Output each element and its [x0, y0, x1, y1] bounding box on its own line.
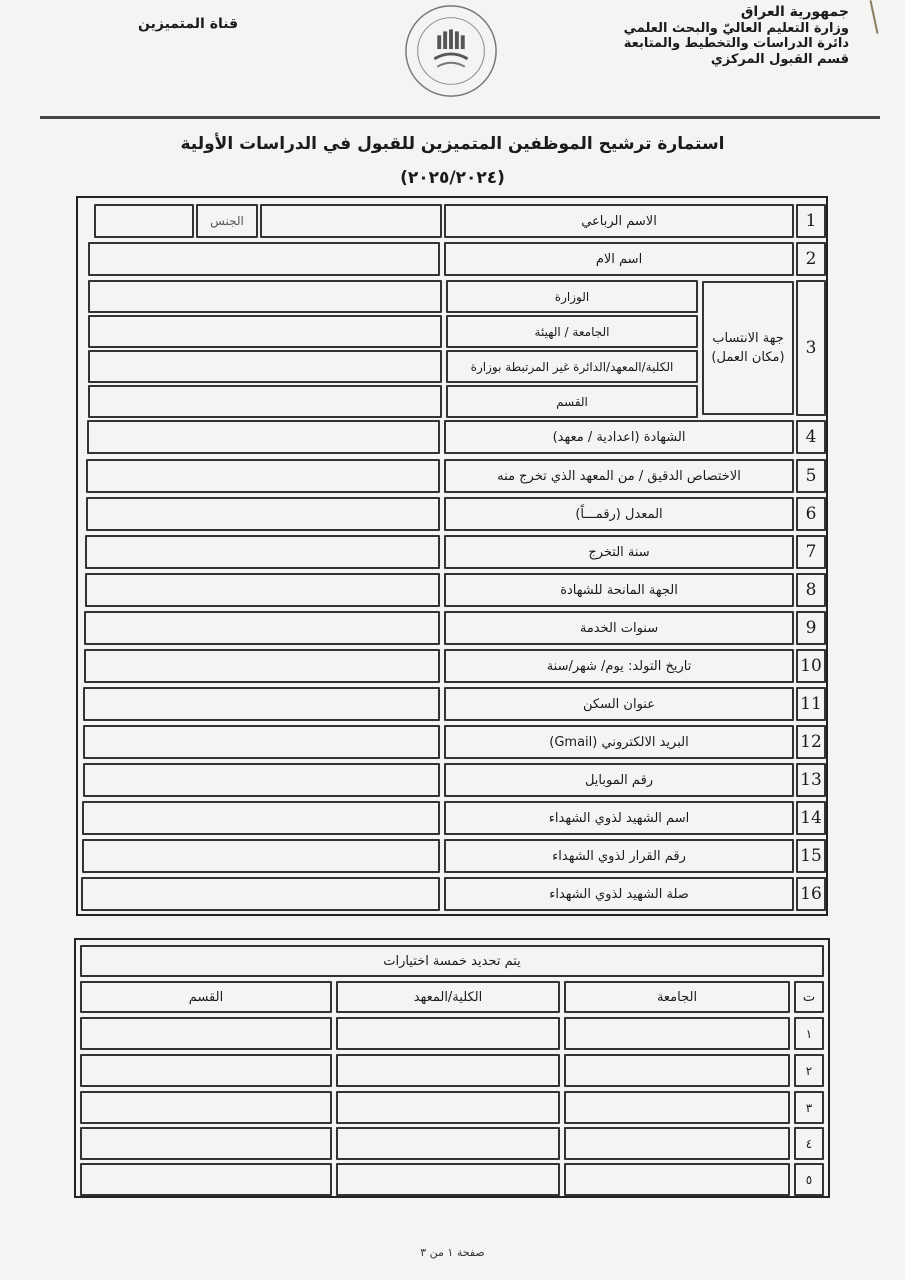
field-input[interactable] — [87, 420, 440, 454]
field-input[interactable] — [83, 687, 440, 721]
letterhead — [589, 4, 849, 68]
row-number: 12 — [796, 725, 826, 759]
header-divider — [40, 116, 880, 119]
channel-name: قناة المتميزين — [138, 16, 239, 32]
pen-mark — [869, 0, 878, 34]
field-label: عنوان السكن — [444, 687, 794, 721]
academic-year: (٢٠٢٥/٢٠٢٤) — [400, 168, 505, 188]
choice-department-input[interactable] — [80, 1127, 332, 1160]
field-label: صلة الشهيد لذوي الشهداء — [444, 877, 794, 911]
serial-header: ت — [794, 981, 824, 1013]
field-label: الوزارة — [446, 280, 698, 313]
choice-department-input[interactable] — [80, 1017, 332, 1050]
directorate-name: دائرة الدراسات والتخطيط والمتابعة — [623, 36, 849, 52]
choice-college-input[interactable] — [336, 1017, 560, 1050]
gender-input[interactable] — [94, 204, 194, 238]
choice-university-input[interactable] — [564, 1127, 790, 1160]
row-number: 13 — [796, 763, 826, 797]
field-label: الجهة المانحة للشهادة — [444, 573, 794, 607]
choice-college-input[interactable] — [336, 1127, 560, 1160]
row-number: 6 — [796, 497, 826, 531]
field-input[interactable] — [88, 385, 442, 418]
field-input[interactable] — [88, 242, 440, 276]
choice-college-input[interactable] — [336, 1163, 560, 1196]
choice-serial: ٣ — [794, 1091, 824, 1124]
row-number: 2 — [796, 242, 826, 276]
gender-label: الجنس — [196, 204, 258, 238]
choice-serial: ٢ — [794, 1054, 824, 1087]
field-input[interactable] — [83, 763, 440, 797]
field-input[interactable] — [86, 497, 440, 531]
full-name-input[interactable] — [260, 204, 442, 238]
field-input[interactable] — [86, 459, 440, 493]
field-label: سنوات الخدمة — [444, 611, 794, 645]
field-label: الشهادة (اعدادية / معهد) — [444, 420, 794, 454]
form-title: استمارة ترشيح الموظفين المتميزين للقبول في الدراسات الأولية — [180, 134, 725, 154]
choice-university-input[interactable] — [564, 1163, 790, 1196]
field-input[interactable] — [82, 801, 440, 835]
field-input[interactable] — [84, 649, 440, 683]
row-number: 11 — [796, 687, 826, 721]
choice-department-input[interactable] — [80, 1163, 332, 1196]
choice-serial: ٥ — [794, 1163, 824, 1196]
field-label: الاختصاص الدقيق / من المعهد الذي تخرج منه — [444, 459, 794, 493]
department-name: قسم القبول المركزي — [710, 51, 849, 67]
choice-serial: ٤ — [794, 1127, 824, 1160]
field-label: الجامعة / الهيئة — [446, 315, 698, 348]
field-label: القسم — [446, 385, 698, 418]
field-input[interactable] — [88, 315, 442, 348]
row-number: 7 — [796, 535, 826, 569]
university-header: الجامعة — [564, 981, 790, 1013]
row-number: 10 — [796, 649, 826, 683]
row-number: 16 — [796, 877, 826, 911]
ministry-name: وزارة التعليم العاليّ والبحث العلمي — [623, 20, 849, 36]
field-label: اسم الام — [444, 242, 794, 276]
choices-heading: يتم تحديد خمسة اختيارات — [80, 945, 824, 977]
choice-college-input[interactable] — [336, 1054, 560, 1087]
field-label: المعدل (رقمـــاً) — [444, 497, 794, 531]
field-input[interactable] — [88, 350, 442, 383]
choice-department-input[interactable] — [80, 1054, 332, 1087]
workplace-group-label: جهة الانتساب (مكان العمل) — [702, 281, 794, 415]
choice-university-input[interactable] — [564, 1017, 790, 1050]
choice-university-input[interactable] — [564, 1091, 790, 1124]
college-header: الكلية/المعهد — [336, 981, 560, 1013]
field-label: رقم الموبايل — [444, 763, 794, 797]
field-label: تاريخ التولد: يوم/ شهر/سنة — [444, 649, 794, 683]
field-input[interactable] — [82, 839, 440, 873]
field-label: سنة التخرج — [444, 535, 794, 569]
row-number: 8 — [796, 573, 826, 607]
choice-college-input[interactable] — [336, 1091, 560, 1124]
choice-serial: ١ — [794, 1017, 824, 1050]
row-number: 15 — [796, 839, 826, 873]
field-label: الاسم الرباعي — [444, 204, 794, 238]
field-input[interactable] — [85, 535, 440, 569]
row-number: 5 — [796, 459, 826, 493]
department-header: القسم — [80, 981, 332, 1013]
field-input[interactable] — [84, 611, 440, 645]
field-label: الكلية/المعهد/الدائرة غير المرتبطة بوزارة — [446, 350, 698, 383]
choice-department-input[interactable] — [80, 1091, 332, 1124]
field-input[interactable] — [85, 573, 440, 607]
page-number: صفحة ١ من ٣ — [420, 1246, 485, 1259]
field-input[interactable] — [88, 280, 442, 313]
field-input[interactable] — [83, 725, 440, 759]
choice-university-input[interactable] — [564, 1054, 790, 1087]
republic-name: جمهورية العراق — [740, 4, 849, 20]
field-input[interactable] — [81, 877, 440, 911]
field-label: البريد الالكتروني (Gmail) — [444, 725, 794, 759]
row-number: 9 — [796, 611, 826, 645]
field-label: رقم القرار لذوي الشهداء — [444, 839, 794, 873]
row-number: 3 — [796, 280, 826, 416]
row-number: 14 — [796, 801, 826, 835]
ministry-seal-logo — [402, 2, 500, 100]
field-label: اسم الشهيد لذوي الشهداء — [444, 801, 794, 835]
row-number: 4 — [796, 420, 826, 454]
row-number: 1 — [796, 204, 826, 238]
